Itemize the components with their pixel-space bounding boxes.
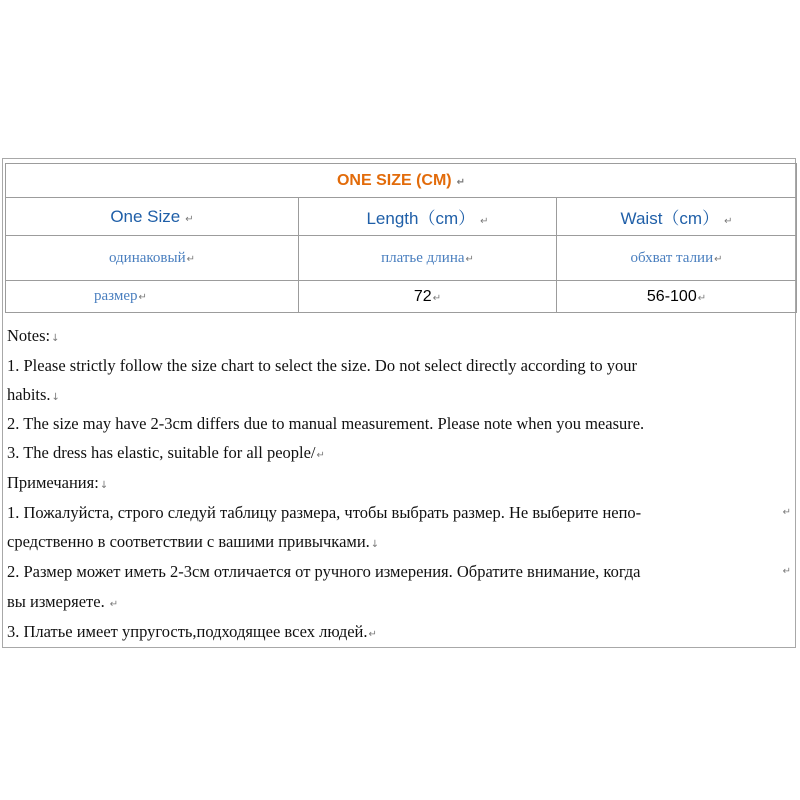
- note-text: 1. Please strictly follow the size chart to select the size. Do not select directly according to your: [7, 356, 638, 375]
- ru-header-waist: обхват талии: [630, 249, 714, 266]
- return-mark: ↵: [465, 253, 474, 265]
- table-title: ONE SIZE (CM): [336, 171, 452, 189]
- note-line: [7, 592, 118, 615]
- ru-header-cell: [557, 236, 797, 281]
- header-one-size: One Size: [110, 206, 181, 226]
- waist-value-cell: [557, 281, 797, 313]
- return-mark: ↵: [432, 292, 442, 304]
- note-line: [7, 622, 377, 645]
- note-line: [7, 356, 637, 376]
- return-mark: ↵: [185, 213, 194, 225]
- down-mark: ↓: [370, 539, 380, 550]
- header-cell: [557, 198, 797, 236]
- note-line: [7, 414, 644, 434]
- row-label-cell: [6, 281, 299, 313]
- note-line: [7, 503, 793, 523]
- note-text: 2. The size may have 2-3cm differs due to manual measurement. Please note when you measure.: [7, 414, 645, 433]
- russian-notes-heading: [7, 473, 108, 496]
- return-mark: ↵: [109, 599, 119, 610]
- header-length: Length（cm）: [366, 209, 476, 228]
- header-waist: Waist（cm）: [620, 209, 720, 228]
- down-mark: ↓: [99, 480, 109, 491]
- waist-value: 56-100: [646, 287, 697, 305]
- return-mark: ↵: [697, 292, 707, 304]
- ru-notes-heading-text: Примечания:: [7, 473, 99, 492]
- return-mark: ↵: [138, 292, 147, 303]
- ru-header-length: платье длина: [381, 249, 465, 266]
- note-text: 3. The dress has elastic, suitable for all people/: [7, 443, 316, 462]
- length-value-cell: [299, 281, 557, 313]
- russian-header-row: [6, 236, 797, 281]
- size-table: [5, 163, 797, 313]
- note-text: habits.: [7, 385, 51, 404]
- value-row: [6, 281, 797, 313]
- return-mark: ↵: [714, 253, 723, 265]
- return-mark: ↵: [782, 566, 791, 577]
- notes-heading: [7, 326, 59, 349]
- return-mark: ↵: [316, 450, 325, 461]
- note-text: вы измеряете.: [7, 592, 105, 611]
- return-mark: ↵: [186, 253, 196, 265]
- note-line: [7, 385, 60, 408]
- return-mark: ↵: [724, 216, 733, 227]
- note-line: [7, 532, 379, 555]
- ru-header-cell: [299, 236, 557, 281]
- note-text: 1. Пожалуйста, строго следуй таблицу размера, чтобы выбрать размер. Не выберите непо-: [7, 503, 642, 522]
- header-row: [6, 198, 797, 236]
- note-text: 2. Размер может иметь 2-3см отличается от ручного измерения. Обратите внимание, когда: [7, 562, 641, 581]
- note-line: [7, 443, 325, 466]
- return-mark: ↵: [456, 176, 466, 188]
- notes-heading-text: Notes:: [7, 326, 51, 345]
- return-mark: ↵: [368, 629, 377, 640]
- down-mark: ↓: [51, 333, 60, 344]
- note-text: средственно в соответствии с вашими привычками.: [7, 532, 370, 551]
- header-cell: [6, 198, 299, 236]
- ru-header-one-size: одинаковый: [108, 249, 186, 266]
- return-mark: ↵: [782, 507, 791, 518]
- table-title-cell: [6, 164, 797, 198]
- down-mark: ↓: [51, 392, 60, 403]
- length-value: 72: [413, 287, 432, 305]
- ru-header-cell: [6, 236, 299, 281]
- title-row: [6, 164, 797, 198]
- return-mark: ↵: [480, 216, 489, 227]
- header-cell: [299, 198, 557, 236]
- note-text: 3. Платье имеет упругость,подходящее всех людей.: [7, 622, 368, 641]
- row-label: размер: [94, 288, 138, 304]
- note-line: [7, 562, 793, 582]
